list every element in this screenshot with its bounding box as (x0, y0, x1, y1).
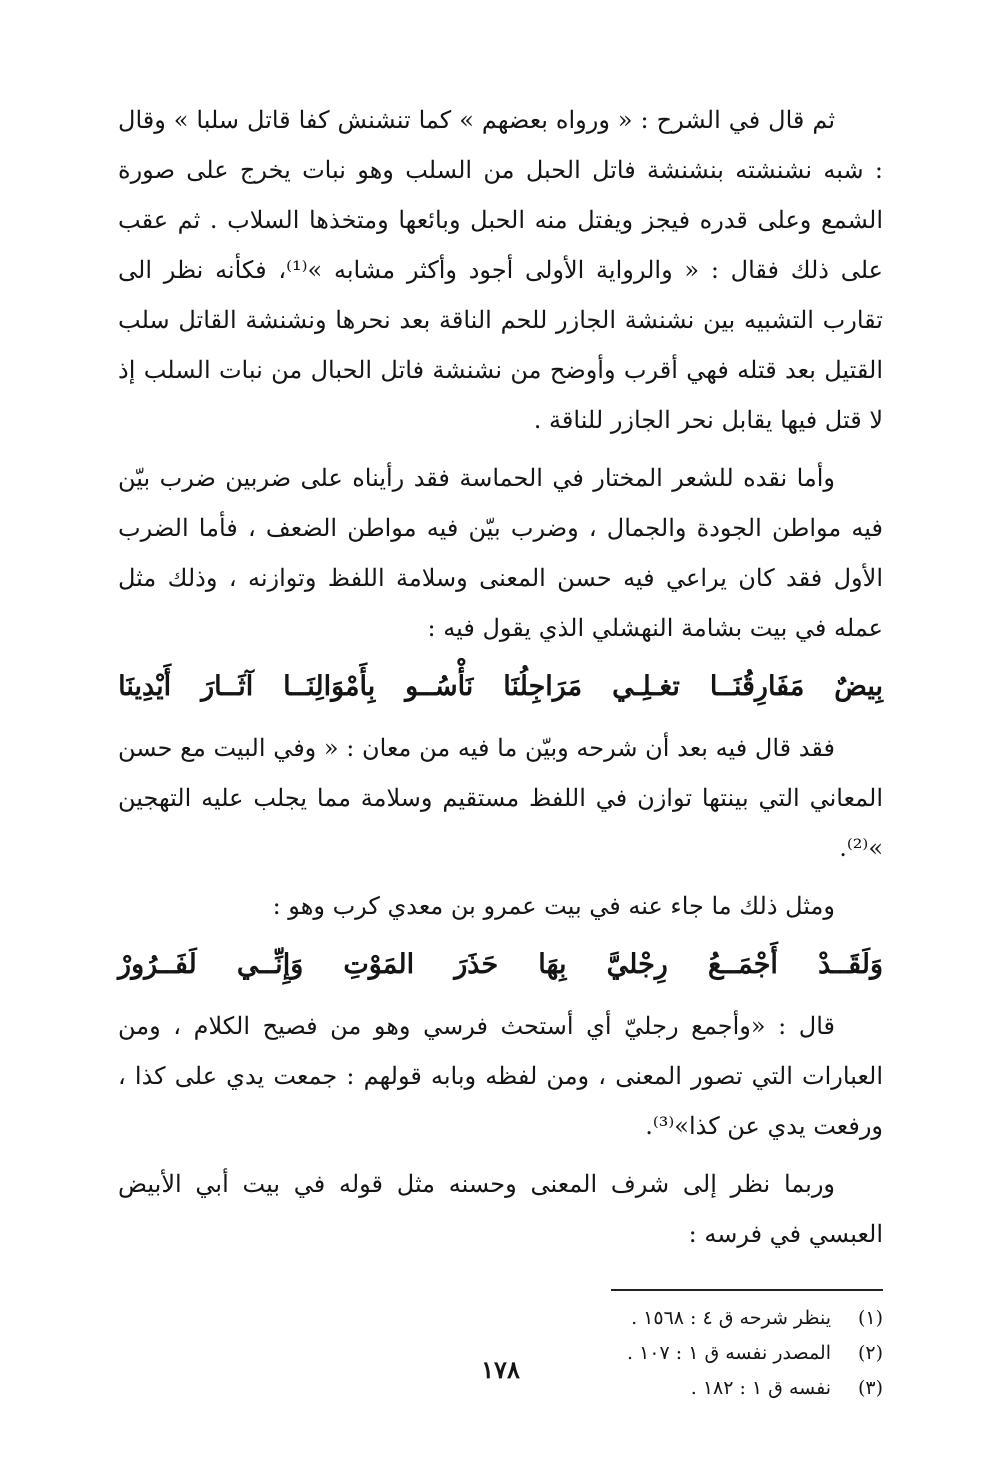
verse-word: وَلَقَــدْ (818, 949, 883, 980)
footnote-text: المصدر نفسه ق ١ : ١٠٧ . (627, 1342, 831, 1364)
verse-word: مَرَاجِلُنَا (503, 671, 583, 702)
footnote-number: (١) (857, 1307, 883, 1329)
verse-word: آثَــارَ (201, 671, 254, 702)
verse-word: أَيْدِينَا (118, 671, 172, 702)
paragraph-4: ومثل ذلك ما جاء عنه في بيت عمرو بن معدي كرب وهو : (272, 892, 835, 920)
verse-word: حَذَرَ (454, 949, 499, 980)
footnote-separator (611, 1289, 883, 1291)
paragraph-6: وربما نظر إلى شرف المعنى وحسنه مثل قوله في بيت أبي الأبيض العبسي في فرسه : (118, 1170, 883, 1248)
footnote-text: نفسه ق ١ : ١٨٢ . (690, 1377, 831, 1399)
verse-word: رِجْليَّ (606, 949, 668, 980)
footnote-text: ينظر شرحه ق ٤ : ١٥٦٨ . (631, 1307, 831, 1329)
footnote-item (118, 1301, 883, 1336)
verse-amr (118, 935, 883, 995)
verse-word: تغـلِـي (612, 671, 680, 702)
footnote-number: (٢) (857, 1342, 883, 1364)
verse-word: بِيضٌ (834, 671, 883, 702)
verse-word: لَفَــرُورْ (118, 949, 197, 980)
footnotes (118, 1301, 883, 1406)
paragraph-2: وأما نقده للشعر المختار في الحماسة فقد رأيناه على ضربين ضرب بيّن فيه مواطن الجودة والجمال ، وضرب بيّن فيه مواطن الضعف ، فأما الضرب الأول فقد كان يراعي فيه حسن المعنى وسلامة اللفظ وتوازنه ، وذلك مثل عمله في بيت بشامة النهشلي الذي يقول فيه : (118, 464, 883, 642)
page-number: ١٧٨ (481, 1355, 520, 1384)
verse-bashama (118, 657, 883, 717)
verse-word: وَإِنِّــي (236, 949, 304, 980)
verse-word: مَفَارِقُنَــا (709, 671, 805, 702)
verse-word: بِهَا (538, 949, 567, 980)
paragraph-1: ثم قال في الشرح : « ورواه بعضهم » كما تنشنش كفا قاتل سلبا » وقال : شبه نشنشته بنشنشة فاتل الحبل من السلب وهو نبات يخرج على صورة الشمع وعلى قدره فيجز ويفتل منه الحبل وبائعها ومتخذها السلاب . ثم عقب على ذلك فقال : « والرواية الأولى أجود وأكثر مشابه »⁽¹⁾، فكأنه نظر الى تقارب التشبيه بين نشنشة الجازر للحم الناقة بعد نحرها ونشنشة القاتل سلب القتيل بعد قتله فهي أقرب وأوضح من نشنشة فاتل الحبال من نبات السلب إذ لا قتل فيها يقابل نحر الجازر للناقة . (118, 106, 883, 434)
paragraph-5: قال : «وأجمع رجليّ أي أستحث فرسي وهو من فصيح الكلام ، ومن العبارات التي تصور المعنى ، ومن لفظه وبابه قولهم : جمعت يدي على كذا ، ورفعت يدي عن كذا»⁽³⁾. (118, 1012, 883, 1140)
verse-word: بِأَمْوَالِنَــا (283, 671, 376, 702)
verse-word: المَوْتِ (343, 949, 415, 980)
paragraph-3: فقد قال فيه بعد أن شرحه وبيّن ما فيه من معان : « وفي البيت مع حسن المعاني التي بينتها توازن في اللفظ مستقيم وسلامة مما يجلب عليه التهجين »⁽²⁾. (118, 734, 883, 862)
verse-word: نَأْسُــو (405, 671, 474, 702)
verse-word: أَجْمَــعُ (707, 949, 778, 980)
footnote-number: (٣) (857, 1377, 883, 1399)
